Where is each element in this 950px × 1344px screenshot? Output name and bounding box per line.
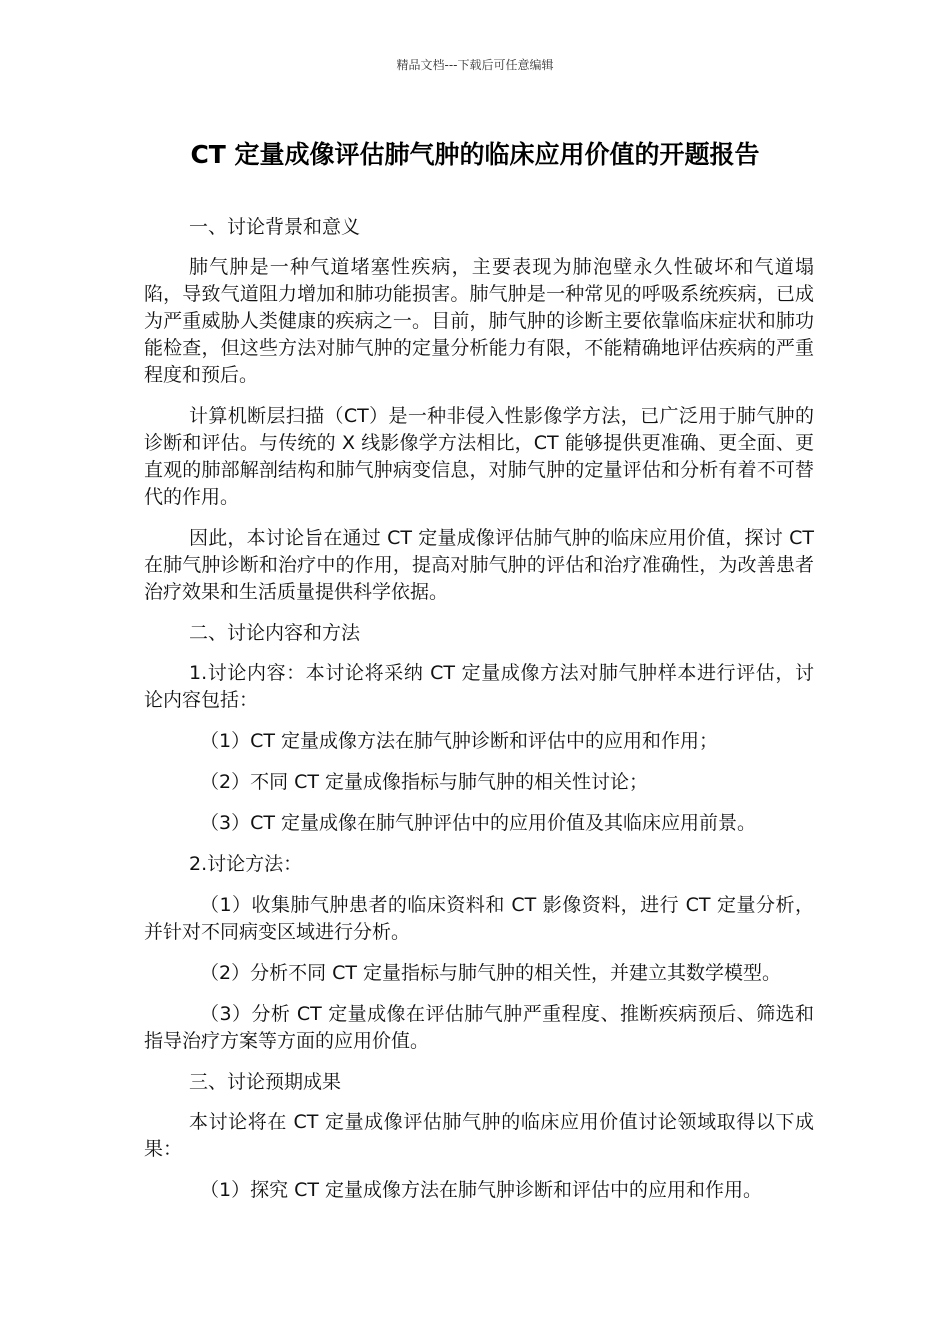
list-item: （2）分析不同 CT 定量指标与肺气肿的相关性，并建立其数学模型。: [200, 962, 782, 984]
paragraph: 1.讨论内容：本讨论将采纳 CT 定量成像方法对肺气肿样本进行评估，讨论内容包括：: [144, 662, 814, 711]
list-item: （1）CT 定量成像方法在肺气肿诊断和评估中的应用和作用；: [200, 730, 719, 752]
list-item: （1）探究 CT 定量成像方法在肺气肿诊断和评估中的应用和作用。: [200, 1179, 763, 1201]
paragraph: 肺气肿是一种气道堵塞性疾病，主要表现为肺泡壁永久性破坏和气道塌陷，导致气道阻力增加和肺功能损害。肺气肿是一种常见的呼吸系统疾病，已成为严重威胁人类健康的疾病之一。目前，肺气肿的诊断主要依靠临床症状和肺功能检查，但这些方法对肺气肿的定量分析能力有限，不能精确地评估疾病的严重程度和预后。: [144, 256, 814, 386]
document-title: CT 定量成像评估肺气肿的临床应用价值的开题报告: [190, 140, 760, 169]
list-item: （3）CT 定量成像在肺气肿评估中的应用价值及其临床应用前景。: [200, 812, 757, 834]
paragraph: 计算机断层扫描（CT）是一种非侵入性影像学方法，已广泛用于肺气肿的诊断和评估。与传统的 X 线影像学方法相比，CT 能够提供更准确、更全面、更直观的肺部解剖结构和肺气肿病变信息，对肺气肿的定量评估和分析有着不可替代的作用。: [144, 405, 814, 508]
section-heading-1: 一、讨论背景和意义: [189, 216, 361, 238]
document-body: [144, 214, 814, 1218]
paragraph: 本讨论将在 CT 定量成像评估肺气肿的临床应用价值讨论领域取得以下成果：: [144, 1111, 814, 1160]
page-header: 精品文档---下载后可任意编辑: [396, 58, 554, 72]
list-item: （1）收集肺气肿患者的临床资料和 CT 影像资料，进行 CT 定量分析，并针对不同病变区域进行分析。: [144, 894, 814, 943]
section-heading-3: 三、讨论预期成果: [189, 1071, 342, 1093]
paragraph: 2.讨论方法：: [189, 853, 303, 875]
section-heading-2: 二、讨论内容和方法: [189, 622, 361, 644]
paragraph: 因此，本讨论旨在通过 CT 定量成像评估肺气肿的临床应用价值，探讨 CT 在肺气肿诊断和治疗中的作用，提高对肺气肿的评估和治疗准确性，为改善患者治疗效果和生活质量提供科学依据。: [144, 527, 814, 603]
list-item: （2）不同 CT 定量成像指标与肺气肿的相关性讨论；: [200, 771, 649, 793]
list-item: （3）分析 CT 定量成像在评估肺气肿严重程度、推断疾病预后、筛选和指导治疗方案等方面的应用价值。: [144, 1003, 814, 1052]
